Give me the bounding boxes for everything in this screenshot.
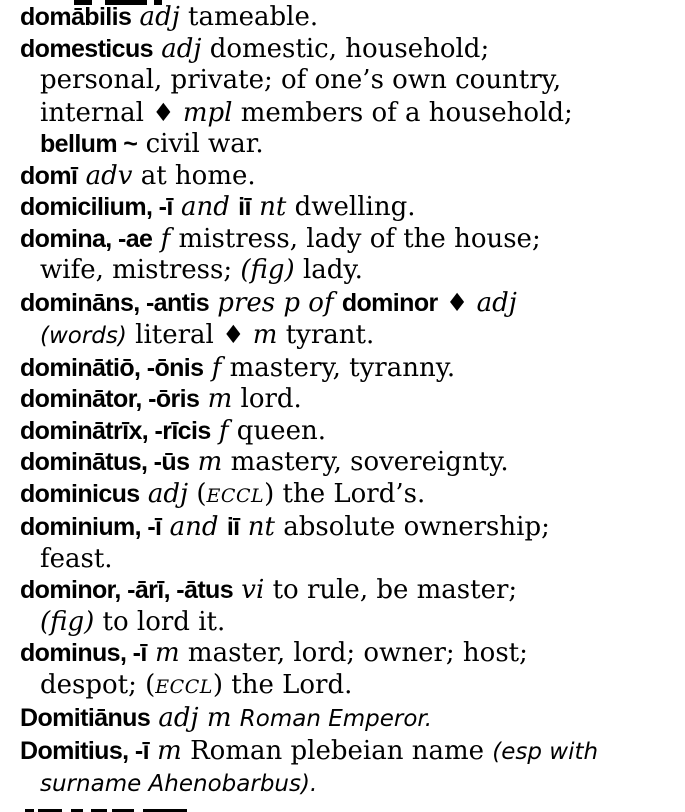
entry-continuation-line <box>20 65 679 97</box>
entry-first-line <box>20 224 679 256</box>
definition-text: ( <box>196 478 207 509</box>
definition-text: to lord it. <box>94 606 226 637</box>
headword: dominor, -ārī, -ātus <box>20 576 234 604</box>
entry-first-line <box>20 353 679 385</box>
entry-continuation-line <box>20 607 679 639</box>
grammar-label: vi <box>233 575 273 605</box>
grammar-label: m <box>189 447 231 477</box>
headword: domesticus <box>20 34 153 63</box>
definition-text: internal <box>40 97 153 128</box>
entry-first-line <box>20 192 679 224</box>
entry-continuation-line <box>20 97 679 130</box>
definition-text: queen. <box>236 415 326 446</box>
grammar-label: nt <box>250 192 295 222</box>
note-text: Roman Emperor. <box>239 706 433 732</box>
definition-text: to rule, be master; <box>272 575 518 605</box>
dictionary-entry <box>20 224 679 287</box>
definition-text: Roman plebeian name <box>190 735 493 766</box>
note-text: (words) <box>40 323 127 349</box>
dictionary-entry <box>20 479 679 513</box>
definition-text: wife, mistress; <box>40 255 241 285</box>
headword: iī <box>238 193 251 221</box>
grammar-label: adv <box>77 160 141 191</box>
headword: dominor <box>341 288 438 317</box>
headword: dominātor, -ōris <box>20 385 200 413</box>
dictionary-entry <box>20 703 679 736</box>
sense-divider-icon: ♦ <box>152 97 175 127</box>
headword: Domitiānus <box>20 704 151 732</box>
headword: domābilis <box>20 3 132 31</box>
entry-first-line <box>20 384 679 416</box>
headword: domī <box>20 161 78 190</box>
definition-text: absolute ownership; <box>283 512 550 542</box>
definition-text: mastery, tyranny. <box>229 352 456 383</box>
grammar-label: adj <box>131 2 189 32</box>
definition-text: at home. <box>140 160 256 191</box>
headword: iī <box>226 513 240 541</box>
grammar-label: m <box>146 638 188 668</box>
definition-text: mistress, lady of the house; <box>178 223 541 254</box>
entry-continuation-line <box>20 768 679 801</box>
entry-first-line <box>20 736 679 769</box>
entry-first-line <box>20 575 679 607</box>
entry-first-line <box>20 34 679 66</box>
definition-text: personal, private; of one’s own country, <box>40 65 562 95</box>
grammar-label: m <box>148 735 191 766</box>
headword: domināns, -antis <box>20 288 210 317</box>
grammar-label: mpl <box>174 97 241 128</box>
entry-first-line <box>20 287 679 320</box>
grammar-label: f <box>203 352 230 383</box>
definition-text: tyrant. <box>285 320 375 350</box>
sense-divider-icon: ♦ <box>445 287 469 317</box>
definition-text: ) the Lord. <box>212 669 353 700</box>
grammar-label: f <box>152 223 179 254</box>
definition-text: tameable. <box>188 2 319 32</box>
grammar-label: m <box>244 320 286 350</box>
dictionary-entry <box>20 384 679 416</box>
dictionary-entry <box>20 512 679 575</box>
headword: dominium, -ī <box>20 513 162 541</box>
note-text: surname Ahenobarbus). <box>40 771 318 797</box>
entry-first-line <box>20 512 679 544</box>
grammar-label: adj <box>152 33 210 64</box>
dictionary-entry <box>20 287 679 353</box>
headword: dominātus, -ūs <box>20 448 190 476</box>
entry-continuation-line <box>20 670 679 704</box>
headword: dominicus <box>20 479 140 508</box>
headword: bellum ~ <box>40 130 138 158</box>
grammar-label: nt <box>239 512 284 542</box>
headword: domicilium, -ī <box>20 193 173 221</box>
headword: Domitius, -ī <box>20 736 149 765</box>
usage-field-label: ECCL <box>206 484 265 507</box>
entry-first-line <box>20 479 679 513</box>
grammar-label: (fig) <box>240 255 295 285</box>
dictionary-entry <box>20 192 679 224</box>
entry-continuation-line <box>20 129 679 161</box>
definition-text: literal <box>126 320 223 350</box>
sense-divider-icon: ♦ <box>222 320 245 349</box>
definition-text: civil war. <box>137 129 264 159</box>
note-text: (esp with <box>492 738 599 765</box>
grammar-label: m <box>199 384 241 414</box>
entry-first-line <box>20 161 679 193</box>
grammar-label: and <box>161 512 227 542</box>
dictionary-entry <box>20 416 679 448</box>
dictionary-text-column <box>0 2 685 801</box>
dictionary-entry <box>20 34 679 161</box>
definition-text: dwelling. <box>294 192 416 222</box>
grammar-label: (fig) <box>40 606 95 637</box>
definition-text <box>438 288 446 318</box>
dictionary-entry <box>20 447 679 479</box>
grammar-label: adj <box>139 478 197 509</box>
headword: dominātiō, -ōnis <box>20 353 204 382</box>
entry-first-line <box>20 638 679 670</box>
entry-continuation-line <box>20 544 679 576</box>
entry-continuation-line <box>20 319 679 353</box>
entry-first-line <box>20 703 679 736</box>
dictionary-entry <box>20 353 679 385</box>
dictionary-entry <box>20 575 679 638</box>
definition-text: feast. <box>40 543 113 574</box>
entry-first-line <box>20 2 679 34</box>
usage-field-label: ECCL <box>155 675 213 698</box>
definition-text: domestic, household; <box>209 33 490 64</box>
entry-continuation-line <box>20 255 679 287</box>
definition-text: lord. <box>240 384 302 414</box>
dictionary-entry <box>20 161 679 193</box>
headword: dominus, -ī <box>20 639 147 667</box>
definition-text: master, lord; owner; host; <box>187 638 528 668</box>
dictionary-entry <box>20 2 679 34</box>
definition-text: members of a household; <box>240 97 573 128</box>
grammar-label: f <box>210 415 237 446</box>
dictionary-entry <box>20 736 679 801</box>
headword: domina, -ae <box>20 224 153 253</box>
grammar-label: adj <box>468 287 517 318</box>
definition-text: lady. <box>294 255 363 285</box>
entry-first-line <box>20 447 679 479</box>
grammar-label: adj m <box>150 703 240 733</box>
dictionary-entry <box>20 638 679 703</box>
entry-first-line <box>20 416 679 448</box>
grammar-label: and <box>172 192 239 222</box>
definition-text: despot; ( <box>40 669 156 700</box>
definition-text: ) the Lord’s. <box>264 478 426 509</box>
headword: dominātrīx, -rīcis <box>20 416 211 445</box>
grammar-label: pres p of <box>209 287 342 318</box>
definition-text: mastery, sovereignty. <box>230 447 509 477</box>
